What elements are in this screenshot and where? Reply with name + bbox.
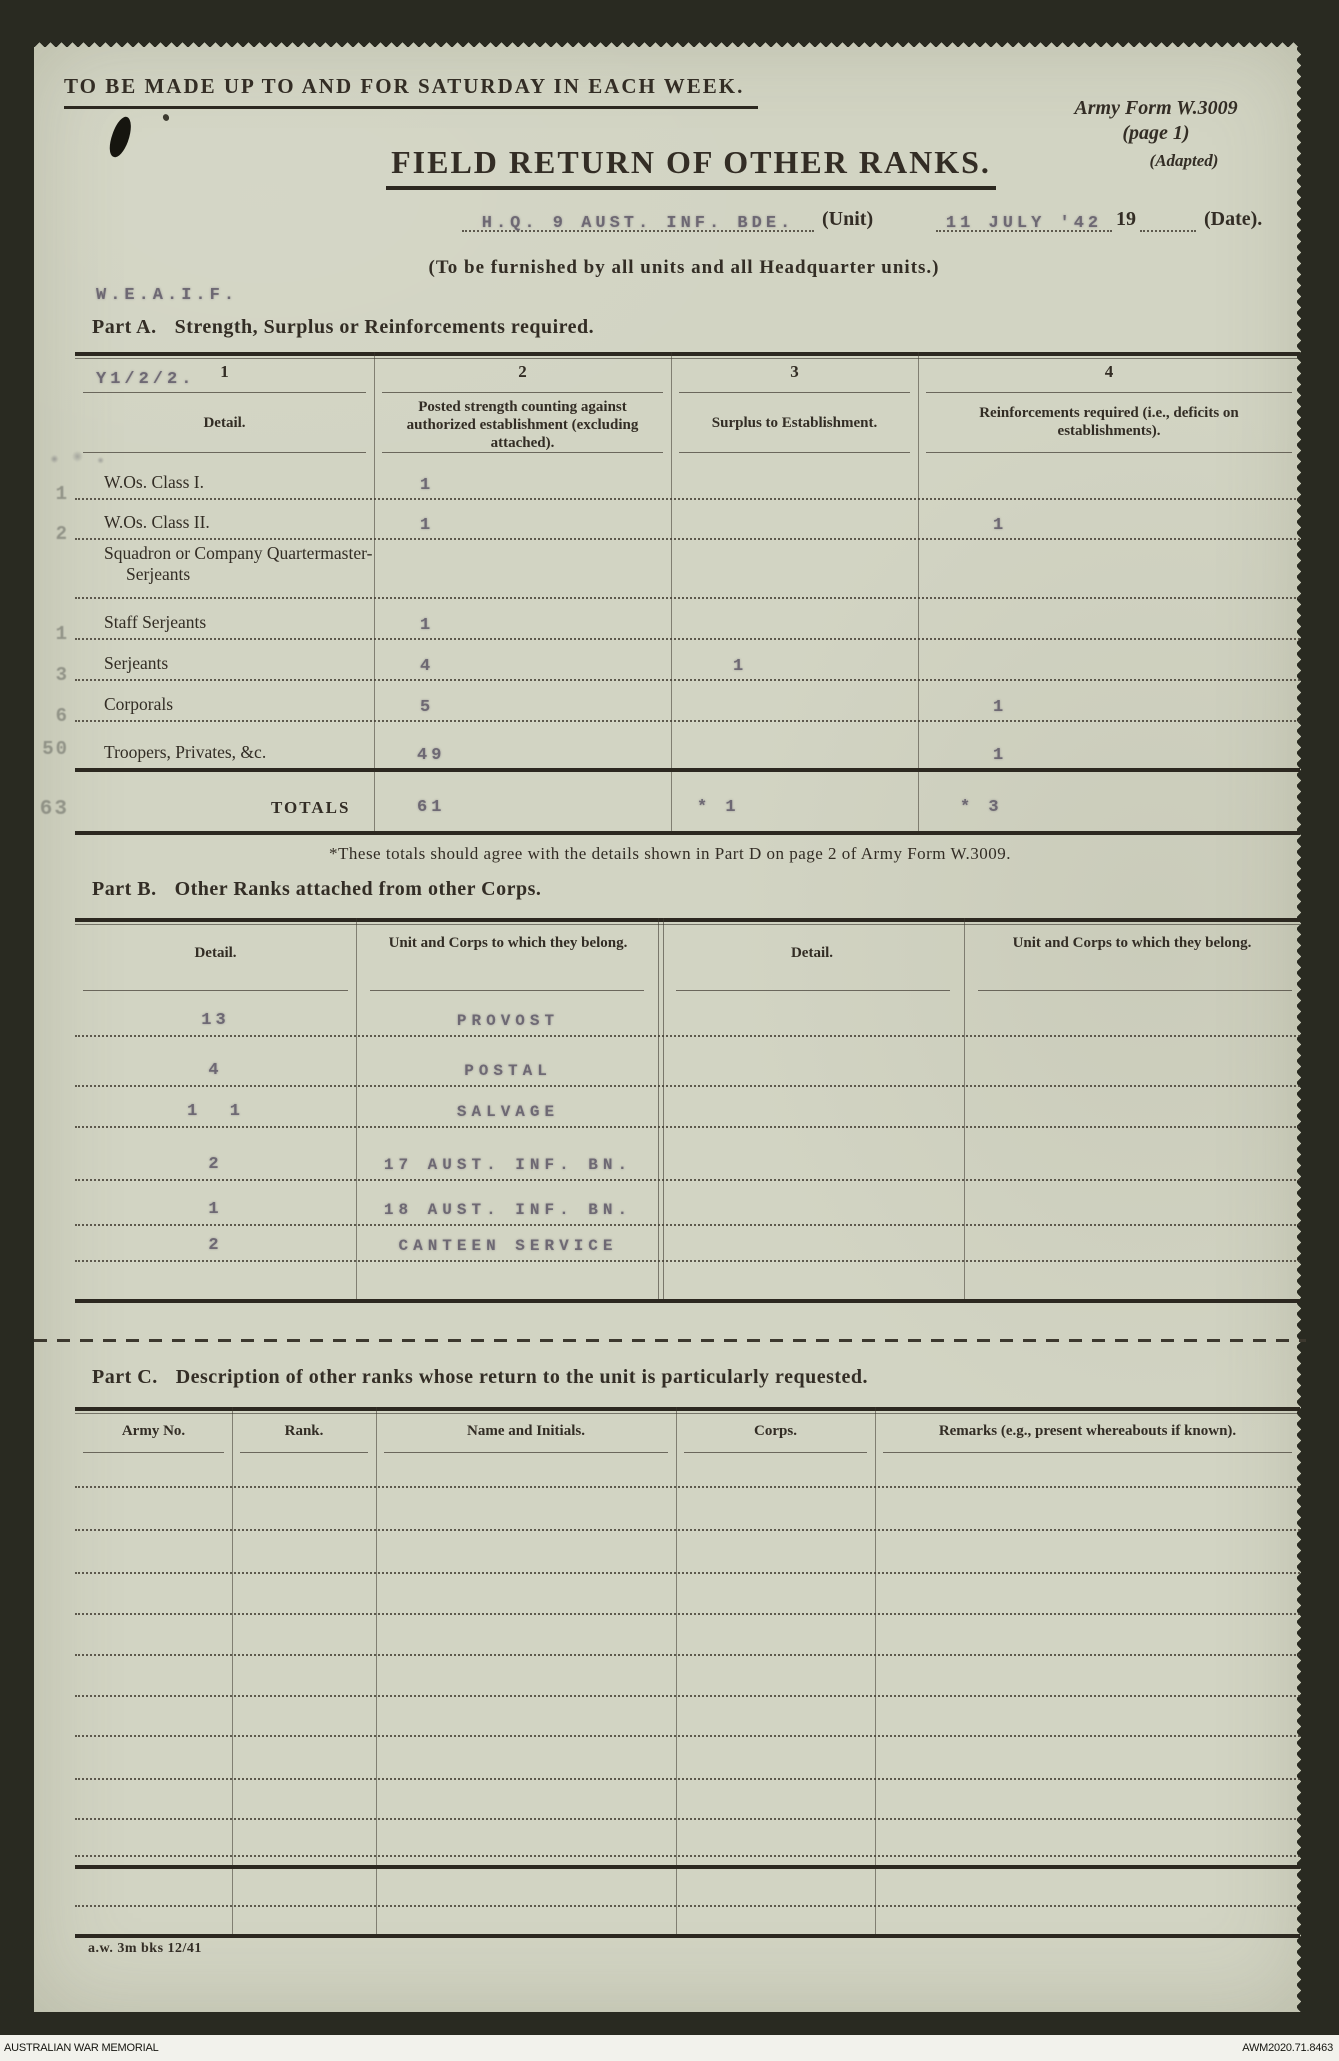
table-row bbox=[55, 452, 1300, 505]
empty-row-rule bbox=[75, 1613, 1300, 1615]
form-number: Army Form W.3009 bbox=[1074, 97, 1238, 119]
unit-value: PROVOST bbox=[456, 1012, 560, 1030]
table-bottom-rule bbox=[75, 1934, 1300, 1938]
column-header-reinforcements: Reinforcements required (i.e., deficits on establishments). bbox=[979, 405, 1239, 439]
reinforcements-value: 1 bbox=[993, 516, 1008, 535]
section-rule bbox=[75, 1865, 1300, 1869]
part-c-label: Part C. bbox=[92, 1366, 158, 1388]
surplus-value: 1 bbox=[733, 657, 748, 676]
unit-value: H.Q. 9 AUST. INF. BDE. bbox=[481, 214, 795, 233]
margin-annotation: 1 bbox=[55, 623, 69, 645]
column-header-corps: Corps. bbox=[754, 1423, 797, 1439]
header-rule bbox=[240, 1452, 368, 1453]
margin-annotation: 3 bbox=[55, 664, 69, 686]
paper-sheet bbox=[34, 38, 1306, 2012]
row-detail: Troopers, Privates, &c. bbox=[104, 742, 267, 762]
archive-name: AUSTRALIAN WAR MEMORIAL bbox=[4, 2042, 159, 2054]
header-rule bbox=[883, 1452, 1292, 1453]
row-detail: Squadron or Company Quartermaster-Serjeants bbox=[104, 543, 373, 584]
detail-value: 1 1 bbox=[187, 1102, 244, 1121]
totals-posted: 61 bbox=[417, 798, 446, 817]
detail-value: 4 bbox=[208, 1061, 223, 1080]
archive-caption-bar bbox=[0, 2035, 1339, 2061]
table-row bbox=[75, 1224, 1300, 1262]
part-b-table bbox=[75, 918, 1300, 1303]
table-bottom-rule bbox=[75, 831, 1300, 835]
torn-top-edge bbox=[34, 38, 1306, 47]
column-header-unit: Unit and Corps to which they belong. bbox=[388, 935, 628, 951]
year-field bbox=[1140, 206, 1196, 232]
registry-stamp-line2: Y1/2/2. bbox=[96, 370, 196, 389]
table-row bbox=[42, 720, 1300, 772]
posted-value: 4 bbox=[420, 657, 435, 676]
detail-value: 1 bbox=[208, 1200, 223, 1219]
table-row bbox=[75, 538, 1300, 599]
detail-value: 2 bbox=[208, 1155, 223, 1174]
totals-label: TOTALS bbox=[271, 798, 351, 817]
ink-speck bbox=[162, 113, 170, 122]
posted-value: 1 bbox=[420, 476, 435, 495]
dashed-separator bbox=[34, 1339, 1306, 1342]
part-b-heading-text: Other Ranks attached from other Corps. bbox=[174, 878, 542, 900]
column-header-surplus: Surplus to Establishment. bbox=[711, 415, 878, 431]
date-value: 11 JULY '42 bbox=[945, 214, 1103, 233]
unit-value: CANTEEN SERVICE bbox=[398, 1237, 618, 1255]
date-field bbox=[936, 206, 1112, 232]
table-top-rule bbox=[75, 352, 1300, 360]
unit-value: POSTAL bbox=[464, 1062, 552, 1080]
column-header-posted: Posted strength counting against authorized establishment (excluding attached). bbox=[406, 399, 639, 451]
table-row bbox=[55, 498, 1300, 545]
form-reference-block bbox=[1006, 96, 1306, 176]
part-a-heading-text: Strength, Surplus or Reinforcements required. bbox=[174, 316, 595, 338]
table-row bbox=[55, 679, 1300, 727]
year-prefix: 19 bbox=[1116, 208, 1136, 230]
col-number: 2 bbox=[518, 362, 527, 381]
column-header-detail: Detail. bbox=[203, 415, 246, 431]
part-a-table bbox=[39, 352, 1300, 835]
totals-surplus: * 1 bbox=[697, 798, 740, 817]
header-rule bbox=[382, 392, 663, 393]
unit-label: (Unit) bbox=[822, 208, 874, 230]
archive-accession-number: AWM2020.71.8463 bbox=[1242, 2042, 1333, 2054]
unit-value: 17 AUST. INF. BN. bbox=[383, 1156, 633, 1174]
table-row bbox=[75, 1085, 1300, 1128]
empty-row-rule bbox=[75, 1486, 1300, 1488]
unit-field bbox=[462, 206, 814, 232]
header-rule bbox=[384, 1452, 668, 1453]
table-bottom-rule bbox=[75, 1299, 1300, 1303]
col-number: 1 bbox=[220, 362, 229, 381]
part-b-label: Part B. bbox=[92, 878, 157, 900]
detail-value: 2 bbox=[208, 1236, 223, 1255]
empty-row-rule bbox=[75, 1855, 1300, 1857]
col-number: 4 bbox=[1104, 362, 1114, 381]
posted-value: 1 bbox=[420, 516, 435, 535]
furnish-note: (To be furnished by all units and all Headquarter units.) bbox=[428, 257, 940, 278]
table-row bbox=[75, 990, 1300, 1037]
totals-reinforcements: * 3 bbox=[960, 798, 1003, 817]
column-header-army-no: Army No. bbox=[121, 1423, 186, 1439]
part-c-heading-text: Description of other ranks whose return to the unit is particularly requested. bbox=[175, 1366, 869, 1388]
row-detail: W.Os. Class I. bbox=[104, 472, 204, 492]
header-rule bbox=[83, 392, 366, 393]
margin-annotation: 6 bbox=[55, 705, 69, 727]
header-rule bbox=[926, 392, 1292, 393]
table-top-rule bbox=[75, 918, 1300, 926]
margin-annotation: 2 bbox=[55, 523, 69, 545]
page-title: FIELD RETURN OF OTHER RANKS. bbox=[386, 144, 996, 190]
reinforcements-value: 1 bbox=[993, 746, 1008, 765]
ink-blot bbox=[105, 114, 135, 159]
unit-value: 18 AUST. INF. BN. bbox=[383, 1201, 633, 1219]
empty-row-rule bbox=[75, 1572, 1300, 1574]
form-page: (page 1) bbox=[1122, 122, 1190, 144]
empty-row-rule bbox=[75, 1778, 1300, 1780]
posted-value: 49 bbox=[417, 746, 446, 765]
table-row bbox=[55, 597, 1300, 645]
table-row bbox=[75, 1126, 1300, 1181]
empty-row-rule bbox=[75, 1654, 1300, 1656]
empty-row-rule bbox=[75, 1818, 1300, 1820]
table-row bbox=[75, 1179, 1300, 1226]
unit-value: SALVAGE bbox=[456, 1103, 560, 1121]
row-detail: Serjeants bbox=[104, 653, 169, 673]
table-row bbox=[75, 1035, 1300, 1087]
posted-value: 5 bbox=[420, 698, 435, 717]
table-top-rule bbox=[75, 1407, 1300, 1415]
margin-annotation: 63 bbox=[39, 798, 69, 821]
margin-annotation: 1 bbox=[55, 483, 69, 505]
column-header-unit: Unit and Corps to which they belong. bbox=[1012, 935, 1252, 951]
form-adapted-note: (Adapted) bbox=[1149, 151, 1219, 170]
column-header-remarks: Remarks (e.g., present whereabouts if known). bbox=[938, 1423, 1237, 1439]
header-rule bbox=[83, 1452, 224, 1453]
posted-value: 1 bbox=[420, 616, 435, 635]
col-number: 3 bbox=[790, 362, 799, 381]
column-header-detail: Detail. bbox=[790, 945, 834, 961]
header-rule bbox=[684, 1452, 867, 1453]
column-header-rank: Rank. bbox=[284, 1423, 324, 1439]
empty-row-rule bbox=[75, 1905, 1300, 1907]
detail-value: 13 bbox=[201, 1011, 230, 1030]
date-label: (Date). bbox=[1204, 208, 1263, 230]
printer-imprint: a.w. 3m bks 12/41 bbox=[88, 1941, 202, 1956]
reinforcements-value: 1 bbox=[993, 698, 1008, 717]
weekly-instruction-banner: TO BE MADE UP TO AND FOR SATURDAY IN EACH WEEK. bbox=[64, 74, 758, 109]
margin-annotation: 50 bbox=[42, 738, 69, 760]
totals-row bbox=[39, 772, 1300, 835]
part-c-heading bbox=[92, 1366, 868, 1389]
empty-row-rule bbox=[75, 1695, 1300, 1697]
empty-row-rule bbox=[75, 1529, 1300, 1531]
part-a-heading bbox=[92, 316, 594, 339]
row-detail: Staff Serjeants bbox=[104, 612, 207, 632]
row-detail: Corporals bbox=[104, 694, 174, 714]
totals-footnote: *These totals should agree with the details shown in Part D on page 2 of Army Form W.3009. bbox=[329, 844, 1011, 863]
column-header-detail: Detail. bbox=[194, 945, 237, 961]
table-row bbox=[55, 638, 1300, 686]
column-header-name: Name and Initials. bbox=[467, 1423, 585, 1439]
part-a-label: Part A. bbox=[92, 316, 157, 338]
part-c-table bbox=[75, 1407, 1300, 1938]
empty-row-rule bbox=[75, 1735, 1300, 1737]
row-detail: W.Os. Class II. bbox=[104, 512, 210, 532]
part-b-heading bbox=[92, 878, 541, 901]
header-rule bbox=[679, 392, 910, 393]
registry-stamp-line1: W.E.A.I.F. bbox=[96, 286, 239, 305]
